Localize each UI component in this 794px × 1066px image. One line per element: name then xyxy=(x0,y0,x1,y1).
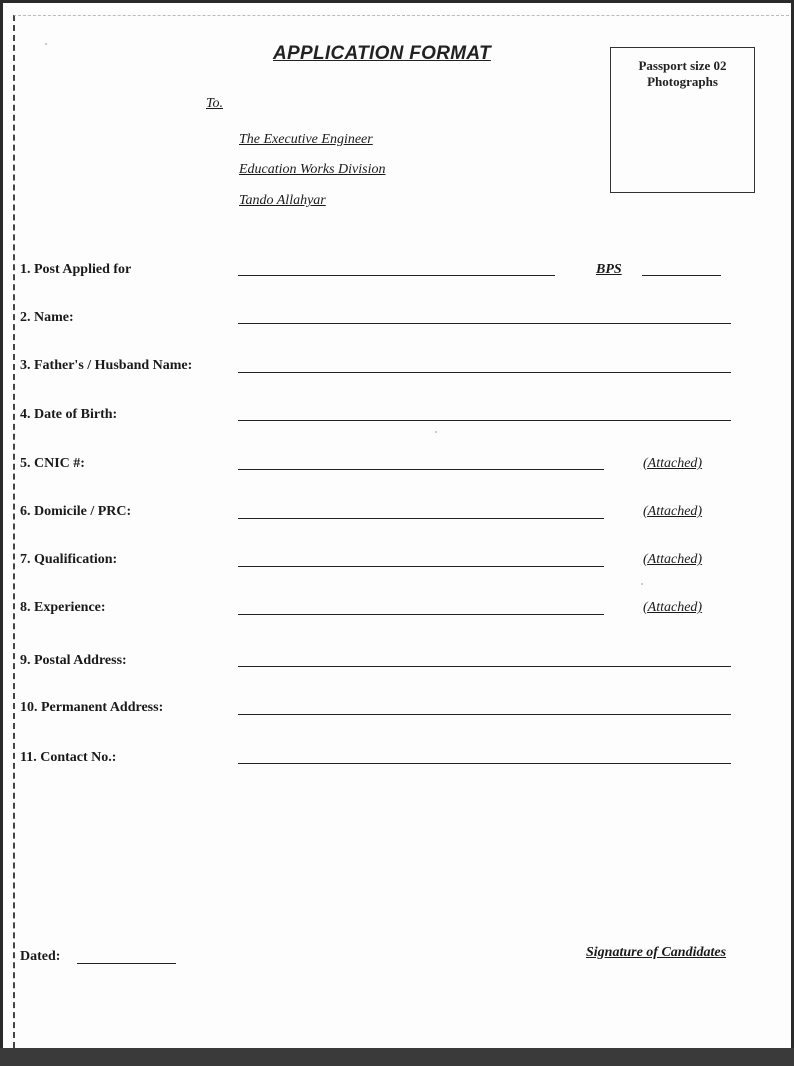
photo-box-line1: Passport size 02 xyxy=(638,58,727,73)
field-line-qualification[interactable] xyxy=(238,566,604,567)
field-line-cnic[interactable] xyxy=(238,469,604,470)
field-label-experience: 8. Experience: xyxy=(20,600,106,615)
passport-photo-box xyxy=(610,47,755,193)
field-line-date-of-birth[interactable] xyxy=(238,420,731,421)
field-line-permanent-address[interactable] xyxy=(238,714,731,715)
scan-bottom-edge xyxy=(0,1048,794,1066)
field-line-contact-no[interactable] xyxy=(238,763,731,764)
attached-note-experience: (Attached) xyxy=(643,600,703,615)
scan-speck xyxy=(641,583,643,585)
field-line-domicile-prc[interactable] xyxy=(238,518,604,519)
field-label-cnic: 5. CNIC #: xyxy=(20,456,85,471)
field-line-dated[interactable] xyxy=(77,963,176,964)
field-label-postal-address: 9. Postal Address: xyxy=(20,653,127,668)
addressee-line-3: Tando Allahyar xyxy=(239,193,326,208)
to-label: To. xyxy=(206,96,224,111)
dated-label: Dated: xyxy=(20,949,61,964)
photo-box-line2: Photographs xyxy=(647,74,718,89)
field-label-domicile-prc: 6. Domicile / PRC: xyxy=(20,504,132,519)
field-label-permanent-address: 10. Permanent Address: xyxy=(20,700,164,715)
addressee-line-1: The Executive Engineer xyxy=(239,132,373,147)
field-line-post-applied[interactable] xyxy=(238,275,555,276)
field-label-name: 2. Name: xyxy=(20,310,74,325)
field-line-bps[interactable] xyxy=(642,275,721,276)
form-title: APPLICATION FORMAT xyxy=(273,43,491,64)
scan-speck xyxy=(435,431,437,433)
scan-speck xyxy=(45,43,47,45)
field-line-father-husband-name[interactable] xyxy=(238,372,731,373)
field-line-postal-address[interactable] xyxy=(238,666,731,667)
field-label-qualification: 7. Qualification: xyxy=(20,552,118,567)
attached-note-domicile: (Attached) xyxy=(643,504,703,519)
field-label-father-husband-name: 3. Father's / Husband Name: xyxy=(20,358,193,373)
field-label-post-applied: 1. Post Applied for xyxy=(20,262,132,277)
field-label-date-of-birth: 4. Date of Birth: xyxy=(20,407,118,422)
bps-label: BPS xyxy=(596,262,622,277)
field-label-contact-no: 11. Contact No.: xyxy=(20,750,117,765)
signature-label: Signature of Candidates xyxy=(586,945,727,960)
addressee-line-2: Education Works Division xyxy=(239,162,386,177)
field-line-name[interactable] xyxy=(238,323,731,324)
attached-note-qualification: (Attached) xyxy=(643,552,703,567)
attached-note-cnic: (Attached) xyxy=(643,456,703,471)
field-line-experience[interactable] xyxy=(238,614,604,615)
